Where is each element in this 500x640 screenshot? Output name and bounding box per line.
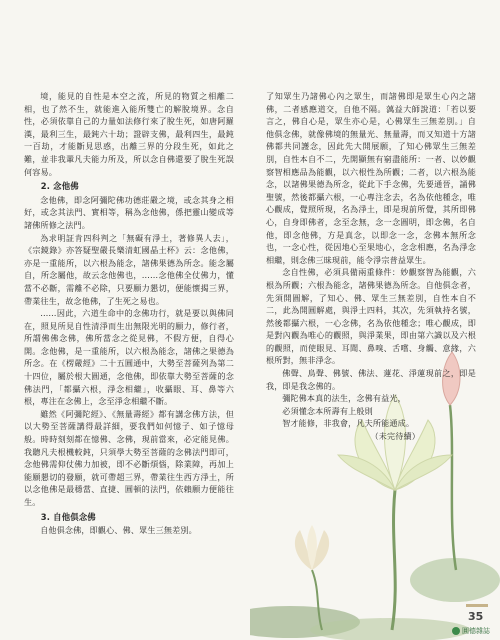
- right-column: [266, 90, 476, 443]
- verse-line: 必須懂念本所壽有上般則: [282, 405, 373, 416]
- left-column: [24, 90, 234, 537]
- magazine-logo-icon: [452, 627, 460, 635]
- magazine-name: 圓德雜誌: [462, 627, 490, 635]
- paragraph: 念自性佛，必須具備兩重條件：妙觀察智為能觀，六根為所觀；六根為能念，諸佛果德為所念。自他俱念者，先須開圓解，了知心、佛、眾生三無差別，自性本自不二，此為開圓解處，與淨土四料，其次，先須執持名號，然後都攝六根，一心念佛，名為依他種念；唯心觀成，即是對內觀為唯心的觀照，與淨業果，即由第六識以及六根的觀照，而使眼見、耳聞、鼻嗅、舌嚐、身觸、意緣，六根所對，無非淨念。: [266, 267, 476, 366]
- paragraph: 境，能見的自性是本空之流，所見的物質之相離二相，也了然不生，就能進入能所雙亡的解脫境界。念自性，必須依靠自己的力量如法修行來了脫生死，如唐阿羅漢，最利三生，最鈍六十劫；證辟支佛，最利四生，最鈍一百劫，才能斷見思惑，出離三界的分段生死，如此之難，並非我輩凡夫能力所及，所以念自佛還要了脫生死誤何容易。: [24, 91, 234, 177]
- page-number: 35: [468, 610, 484, 623]
- paragraph: 了知眾生乃諸佛心內之眾生，而諸佛即是眾生心內之諸佛，二者感應道交，自他不隔。蕅益大師說道：「若以要言之，佛自心是，眾生亦心是，心佛眾生三無差別。」自他俱念佛，就像佛境的無量光、無量壽，而又知道十方諸佛都共同護念，因此先大開展願，了知心佛眾生三無差別，自性本自不二，先開顯無有窮盡能所：一者、以妙觀察智相應品為能觀，以六根性為所觀；二者，以六根為能念，以諸佛果德為所念，從此下手念佛，先要通晉，誦佛聖號，然後都攝六根，一心專注念去，名為依他種念，唯心觀成，覺照所現，名為淨土，即是現前所覺，其所即佛心，自身即佛者，念至念無，念一念圓明，即念佛，名自他，即念他佛，方是真念，以即念一念，念佛本無所念也，一念心性，從因地心至果地心，念念相應，名為淨念相繼，則念佛三昧現前，能令淨宗普益眾生。: [266, 91, 476, 265]
- author-signature: （未完待續）: [370, 431, 420, 442]
- page-number-rule: [466, 604, 488, 607]
- verse-line: 彌陀佛本真的法生，念佛有益光，: [282, 393, 406, 404]
- paragraph: 念他佛，即念阿彌陀佛功德莊嚴之境，或念其身之相好，或念其法門、實相等，稱為念他佛，係把靈山變成等諸佛所修之法門。: [24, 194, 234, 230]
- section-heading: 3. 自他俱念佛: [40, 511, 96, 522]
- verse-line: 佛聲、鳥聲、佛號、佛法、蓮花、淨蓮現前之，即是我，即是我念佛的。: [266, 368, 476, 391]
- section-heading: 2. 念他佛: [40, 181, 79, 192]
- paragraph: 為求明証肯四科判之「無礙有淨土，著修異人去」，《宗鏡錄》亦答疑聖嚴長樂清虹國晶土杯》云：念他佛，亦是一重能所，以六根為能念，諸佛果德為所念。能念屬自，所念屬他，故云念他佛也，……念他佛全仗佛力，懂當不必斷，需離不必除，只要願力懇切，便能懷揭三界，帶業往生，故念他佛，了生死之易也。: [24, 232, 234, 306]
- paragraph: 自他俱念佛，即觀心、佛、眾生三無差別。: [40, 525, 197, 536]
- paragraph: 雖然《阿彌陀經》、《無量壽經》都有講念佛方法，但以大勢至菩薩講得最詳細，要我們如何憶子、如子憶母般。時時刻刻都在憶佛、念佛，現前當來，必定能見佛。我聽凡夫根機較鈍，只須學大勢至菩薩的念佛法門即可，念他佛需仰仗佛力加被，即不必斷煩惱，除業障，再加上能願懇切的發願，就可帶超三界，帶業往生西方淨土，所以念他佛是最穩當、直捷、圓頓的法門，依賴願力便能往生。: [24, 408, 234, 507]
- verse-line: 智才能修，非我會，凡夫所能通成。: [282, 418, 415, 429]
- paragraph: ……因此，六道生命中的念佛功行，就是要以與佛同在，照見所見自性清淨而生出無限光明的願力，修行者，所謂佛佛念佛，佛所當念之從見佛，不假方便，自得心開。念他佛，是一重能所，以六根為能念，諸佛之果德為所念。在《楞嚴經》二十五圓通中，大勢至菩薩列為第二十四位，屬於根大圓通，念他佛，即依靠大勢至菩薩的念佛法門，「都攝六根，淨念相繼」，收攝眼、耳、鼻等六根，專注在念佛上，念至淨念相繼不斷。: [24, 308, 234, 407]
